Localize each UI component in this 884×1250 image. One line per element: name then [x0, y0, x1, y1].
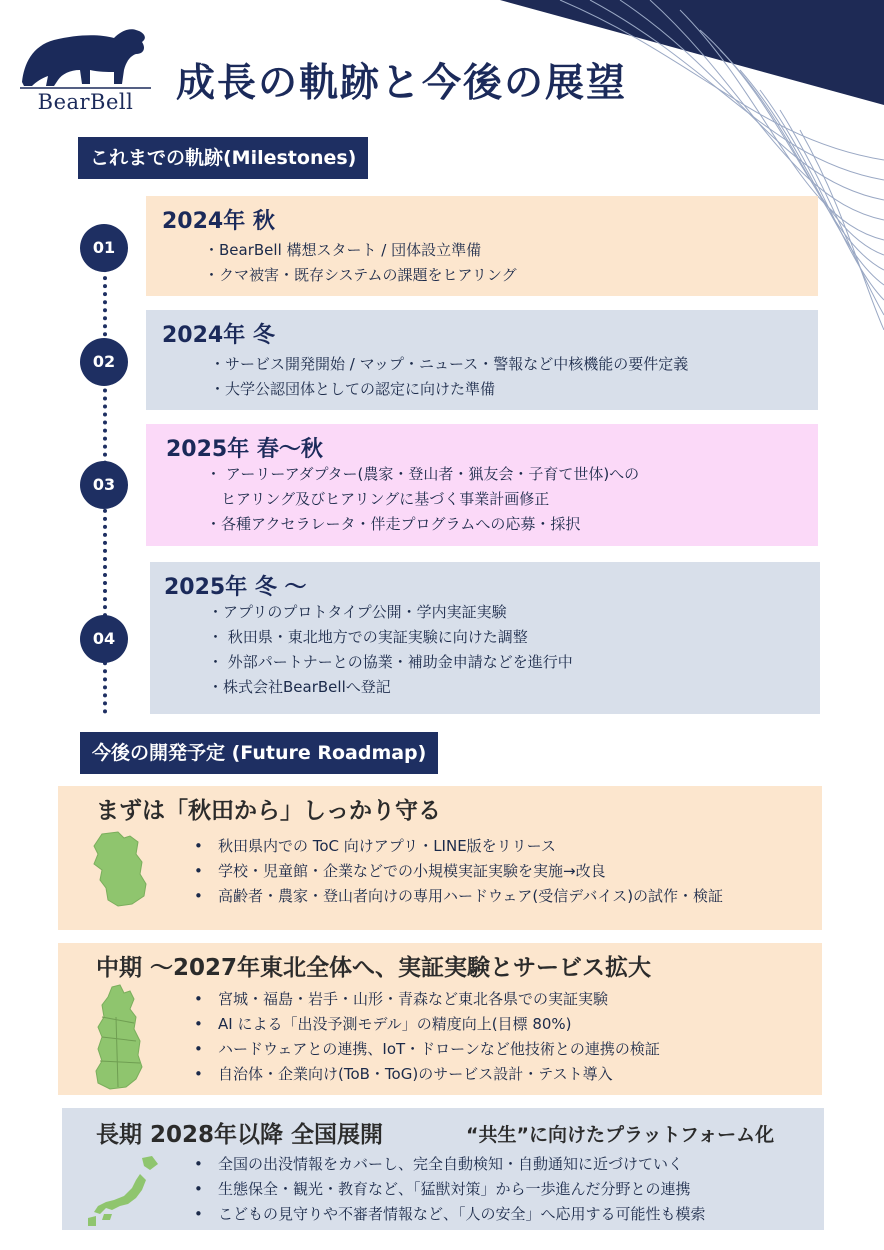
roadmap-heading: 今後の開発予定 (Future Roadmap) [80, 732, 438, 774]
milestone-number-04: 04 [80, 615, 128, 663]
milestone-line: ・各種アクセラレータ・伴走プログラムへの応募・採択 [206, 515, 581, 533]
milestone-line: ・BearBell 構想スタート / 団体設立準備 [204, 241, 482, 259]
milestone-details [204, 238, 517, 288]
phase-items [194, 834, 723, 909]
list-item: • 宮城・福島・岩手・山形・青森など東北各県での実証実験 [194, 987, 660, 1012]
milestone-details [208, 600, 573, 700]
list-item: • 高齢者・農家・登山者向けの専用ハードウェア(受信デバイス)の試作・検証 [194, 884, 723, 909]
list-item: • 生態保全・観光・教育など、「猛獣対策」から一歩進んだ分野との連携 [194, 1177, 706, 1202]
milestone-number-03: 03 [80, 461, 128, 509]
milestone-number-02: 02 [80, 338, 128, 386]
tohoku-map-icon [90, 983, 146, 1093]
milestone-title: 2024年 冬 [162, 323, 275, 348]
milestone-line: ・クマ被害・既存システムの課題をヒアリング [204, 266, 517, 284]
milestone-details [210, 352, 688, 402]
milestone-card-03 [146, 424, 818, 546]
bearbell-logo [18, 24, 153, 120]
phase-title: 中期 〜2027年東北全体へ、実証実験とサービス拡大 [96, 955, 652, 981]
list-item: • 秋田県内での ToC 向けアプリ・LINE版をリリース [194, 834, 723, 859]
milestone-line: ・ 秋田県・東北地方での実証実験に向けた調整 [208, 628, 528, 646]
roadmap-phase-mid [58, 943, 822, 1095]
roadmap-phase-short [58, 786, 822, 930]
milestone-line: ・ 外部パートナーとの協業・補助金申請などを進行中 [208, 653, 573, 671]
phase-items [194, 1152, 706, 1227]
phase-items [194, 987, 660, 1087]
logo-text: BearBell [37, 90, 134, 114]
milestone-title: 2024年 秋 [162, 209, 275, 234]
list-item: • 学校・児童館・企業などでの小規模実証実験を実施→改良 [194, 859, 723, 884]
milestones-heading: これまでの軌跡(Milestones) [78, 137, 368, 179]
list-item: • 自治体・企業向け(ToB・ToG)のサービス設計・テスト導入 [194, 1062, 660, 1087]
page-title: 成長の軌跡と今後の展望 [176, 61, 628, 106]
list-item: • 全国の出没情報をカバーし、完全自動検知・自動通知に近づけていく [194, 1152, 706, 1177]
phase-subtitle: “共生”に向けたプラットフォーム化 [466, 1124, 775, 1146]
milestone-line: ・株式会社BearBellへ登記 [208, 678, 391, 696]
roadmap-phase-long [62, 1108, 824, 1230]
milestone-card-02 [146, 310, 818, 410]
list-item: • ハードウェアとの連携、IoT・ドローンなど他技術との連携の検証 [194, 1037, 660, 1062]
milestone-title: 2025年 冬 〜 [164, 575, 307, 600]
milestone-number-01: 01 [80, 224, 128, 272]
list-item: • こどもの見守りや不審者情報など、「人の安全」へ応用する可能性も模索 [194, 1202, 706, 1227]
japan-map-icon [84, 1154, 160, 1228]
milestone-line: ヒアリング及びヒアリングに基づく事業計画修正 [206, 490, 550, 508]
milestone-card-01 [146, 196, 818, 296]
phase-title: 長期 2028年以降 全国展開 [96, 1122, 384, 1148]
milestone-line: ・大学公認団体としての認定に向けた準備 [210, 380, 496, 398]
list-item: • AI による「出没予測モデル」の精度向上(目標 80%) [194, 1012, 660, 1037]
milestone-line: ・アプリのプロトタイプ公開・学内実証実験 [208, 603, 507, 621]
milestone-card-04 [150, 562, 820, 714]
milestone-line: ・ アーリーアダプター(農家・登山者・猟友会・子育て世体)への [206, 465, 640, 483]
phase-title: まずは「秋田から」しっかり守る [96, 798, 441, 824]
milestone-title: 2025年 春〜秋 [166, 437, 323, 462]
bear-icon [18, 24, 153, 94]
milestone-details [206, 462, 639, 537]
milestone-line: ・サービス開発開始 / マップ・ニュース・警報など中核機能の要件定義 [210, 355, 689, 373]
akita-map-icon [88, 830, 150, 910]
